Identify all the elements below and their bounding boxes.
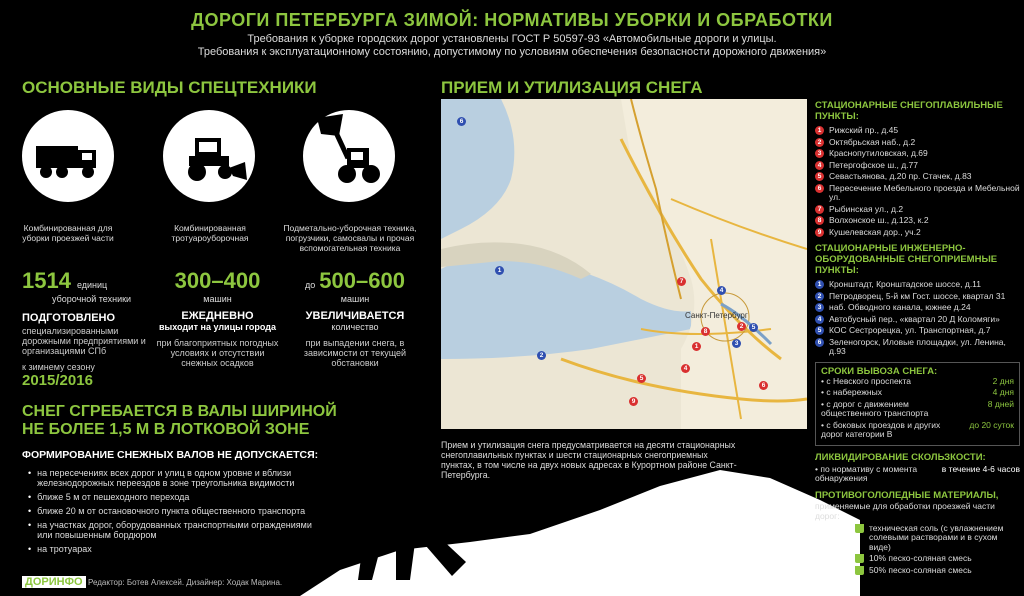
list-item: 2 Петродворец, 5-й км Гост. шоссе, квартал 31 <box>815 292 1020 302</box>
list-item: 9 Кушелевская дор., уч.2 <box>815 228 1020 238</box>
map-marker-blue-3[interactable]: 3 <box>732 339 741 348</box>
map-marker-red-2[interactable]: 2 <box>737 322 746 331</box>
snow-title-1: СНЕГ СГРЕБАЕТСЯ В ВАЛЫ ШИРИНОЙ <box>22 403 337 420</box>
stat-increase-desc: при выпадении снега, в зависимости от текущей обстановки <box>303 338 407 368</box>
stat-prepared <box>22 268 162 389</box>
stat-season: 2015/2016 <box>22 372 93 389</box>
stat-daily-label2: выходит на улицы города <box>158 322 277 332</box>
truck-icon <box>22 110 114 202</box>
stat-increase-label: УВЕЛИЧИВАЕТСЯ <box>305 310 405 322</box>
stat-increase <box>290 268 420 368</box>
stat-daily-desc: при благоприятных погодных условиях и отсутствии снежных осадков <box>156 338 279 368</box>
list-item: • на тротуарах <box>28 544 92 554</box>
page-title: ДОРОГИ ПЕТЕРБУРГА ЗИМОЙ: НОРМАТИВЫ УБОРКИ И ОБРАБОТКИ <box>191 10 833 30</box>
engineering-title-2: ОБОРУДОВАННЫЕ СНЕГОПРИЕМНЫЕ ПУНКТЫ: <box>815 254 998 276</box>
stat-daily-value: 300–400 <box>174 268 261 293</box>
machine-caption-3: Подметально-уборочная техника, погрузчики, самосвалы и прочая вспомогательная техника <box>283 223 417 253</box>
list-item: 6 Пересечение Мебельного проезда и Мебельной ул. <box>815 184 1020 203</box>
loader-icon <box>303 110 395 202</box>
list-item: 6 Зеленогорск, Иловые площадки, ул. Ленина, д.93 <box>815 338 1020 357</box>
list-item: 2 Октябрьская наб., д.2 <box>815 138 1020 148</box>
engineering-title-1: СТАЦИОНАРНЫЕ ИНЖЕНЕРНО- <box>815 243 966 254</box>
snow-bullet-list <box>28 468 318 558</box>
stat-prepared-desc: специализированными дорожными предприятиями и организациями СПб <box>22 326 146 356</box>
antiice-subtitle: применяемые для обработки проезжей части дорог: <box>815 500 995 521</box>
stat-daily-unit: машин <box>203 294 232 304</box>
map-marker-blue-2[interactable]: 2 <box>537 351 546 360</box>
map-title: ПРИЕМ И УТИЛИЗАЦИЯ СНЕГА <box>441 78 703 97</box>
machines-title: ОСНОВНЫЕ ВИДЫ СПЕЦТЕХНИКИ <box>22 78 317 97</box>
map-marker-blue-1[interactable]: 1 <box>495 266 504 275</box>
map-marker-red-6[interactable]: 6 <box>759 381 768 390</box>
map-marker-red-4[interactable]: 4 <box>681 364 690 373</box>
list-item: 1 Рижский пр., д.45 <box>815 126 1020 136</box>
engineering-list <box>815 280 1020 357</box>
stat-increase-prefix: до <box>305 280 316 290</box>
stat-prepared-value: 1514 <box>22 268 71 293</box>
antiice-title: ПРОТИВОГОЛОЛЕДНЫЕ МАТЕРИАЛЫ, <box>815 489 999 501</box>
list-item: 4 Автобусный пер., «квартал 20 Д Коломяги» <box>815 315 1020 325</box>
list-item: 5 Севастьянова, д.20 пр. Стачек, д.83 <box>815 172 1020 182</box>
list-item: • с Невского проспекта 2 дня <box>821 375 1014 386</box>
list-item: 3 Краснопутиловская, д.69 <box>815 149 1020 159</box>
footer-credits: Редактор: Ботев Алексей. Дизайнер: Ходак Марина. <box>88 578 283 587</box>
list-item: • с дорог с движением общественного транспорта 8 дней <box>821 398 1014 418</box>
list-item: 5 КОС Сестрорецка, ул. Транспортная, д.7 <box>815 326 1020 336</box>
list-item: 4 Петергофское ш., д.77 <box>815 161 1020 171</box>
machine-caption-2: Комбинированная тротуароуборочная <box>171 223 249 243</box>
list-item: • с набережных 4 дня <box>821 387 1014 397</box>
ice-title: ЛИКВИДИРОВАНИЕ СКОЛЬЗКОСТИ: <box>815 451 986 463</box>
bucket-icon <box>855 524 864 533</box>
antiice-list <box>855 524 1020 576</box>
list-item: 3 наб. Обводного канала, южнее д.24 <box>815 303 1020 313</box>
map-marker-red-8[interactable]: 8 <box>701 327 710 336</box>
stat-season-label: к зимнему сезону <box>22 362 95 372</box>
logo: ДОРИНФО <box>22 576 86 588</box>
list-item: 10% песко-соляная смесь <box>855 554 1020 564</box>
removal-box <box>815 362 1020 446</box>
list-item: 7 Рыбинская ул., д.2 <box>815 205 1020 215</box>
stat-prepared-unit: единиц <box>76 280 108 290</box>
melting-list <box>815 126 1020 237</box>
subtitle-line-1: Требования к уборке городских дорог установлены ГОСТ Р 50597-93 «Автомобильные дороги и улицы. <box>247 33 777 45</box>
list-item: • с боковых проездов и других дорог категории В до 20 суток <box>821 419 1014 439</box>
melting-title: СТАЦИОНАРНЫЕ СНЕГОПЛАВИЛЬНЫЕ ПУНКТЫ: <box>815 100 1003 122</box>
map-marker-red-9[interactable]: 9 <box>629 397 638 406</box>
subtitle-line-2: Требования к эксплуатационному состоянию, допустимому по условиям обеспечения безопасности дорожного движения» <box>197 46 827 58</box>
stat-increase-value: 500–600 <box>319 268 405 293</box>
snow-title-2: НЕ БОЛЕЕ 1,5 М В ЛОТКОВОЙ ЗОНЕ <box>22 421 310 438</box>
tractor-icon <box>163 110 255 202</box>
map-note: Прием и утилизация снега предусматривается на десяти стационарных снегоплавильных пунктах и шести стационарных снегоприемных пунктах, в том числе на двух новых адресах в Курортном районе Санкт-Петербурга. <box>441 440 737 480</box>
list-item: 1 Кронштадт, Кронштадское шоссе, д.11 <box>815 280 1020 290</box>
stat-daily <box>155 268 280 368</box>
stat-increase-label2: количество <box>331 322 379 332</box>
stat-daily-label: ЕЖЕДНЕВНО <box>181 310 254 322</box>
map-marker-red-7[interactable]: 7 <box>677 277 686 286</box>
stat-prepared-unit2: уборочной техники <box>52 294 132 304</box>
list-item: 8 Волхонское ш., д.123, к.2 <box>815 216 1020 226</box>
map-marker-blue-6[interactable]: 6 <box>457 117 466 126</box>
city-label: Санкт-Петербург <box>685 311 748 320</box>
machine-caption-1: Комбинированная для уборки проезжей части <box>22 223 114 243</box>
list-item: 50% песко-соляная смесь <box>855 566 1020 576</box>
removal-title: СРОКИ ВЫВОЗА СНЕГА: <box>821 365 938 377</box>
list-item: • на участках дорог, оборудованных транспортными ограждениями или повышенным бордюром <box>28 520 312 540</box>
snow-subtitle: ФОРМИРОВАНИЕ СНЕЖНЫХ ВАЛОВ НЕ ДОПУСКАЕТСЯ: <box>22 449 319 461</box>
stat-increase-unit: машин <box>340 294 370 304</box>
bucket-icon <box>855 554 864 563</box>
list-item: • ближе 20 м от остановочного пункта общественного транспорта <box>28 506 306 516</box>
list-item: техническая соль (с увлажнением солевыми растворами и в сухом виде) <box>855 524 1020 553</box>
map-marker-red-5[interactable]: 5 <box>637 374 646 383</box>
map-marker-blue-5[interactable]: 5 <box>749 323 758 332</box>
map-marker-red-1[interactable]: 1 <box>692 342 701 351</box>
right-column <box>815 100 1020 577</box>
ice-item: • по нормативу с момента обнаружения в течение 4-6 часов <box>815 463 1020 483</box>
bucket-icon <box>855 566 864 575</box>
list-item: • на пересечениях всех дорог и улиц в одном уровне и вблизи железнодорожных переездов в зоне треугольника видимости <box>28 468 295 488</box>
snow-points-map[interactable] <box>441 99 807 429</box>
stat-prepared-label: ПОДГОТОВЛЕНО <box>22 312 116 324</box>
map-marker-blue-4[interactable]: 4 <box>717 286 726 295</box>
list-item: • ближе 5 м от пешеходного перехода <box>28 492 190 502</box>
